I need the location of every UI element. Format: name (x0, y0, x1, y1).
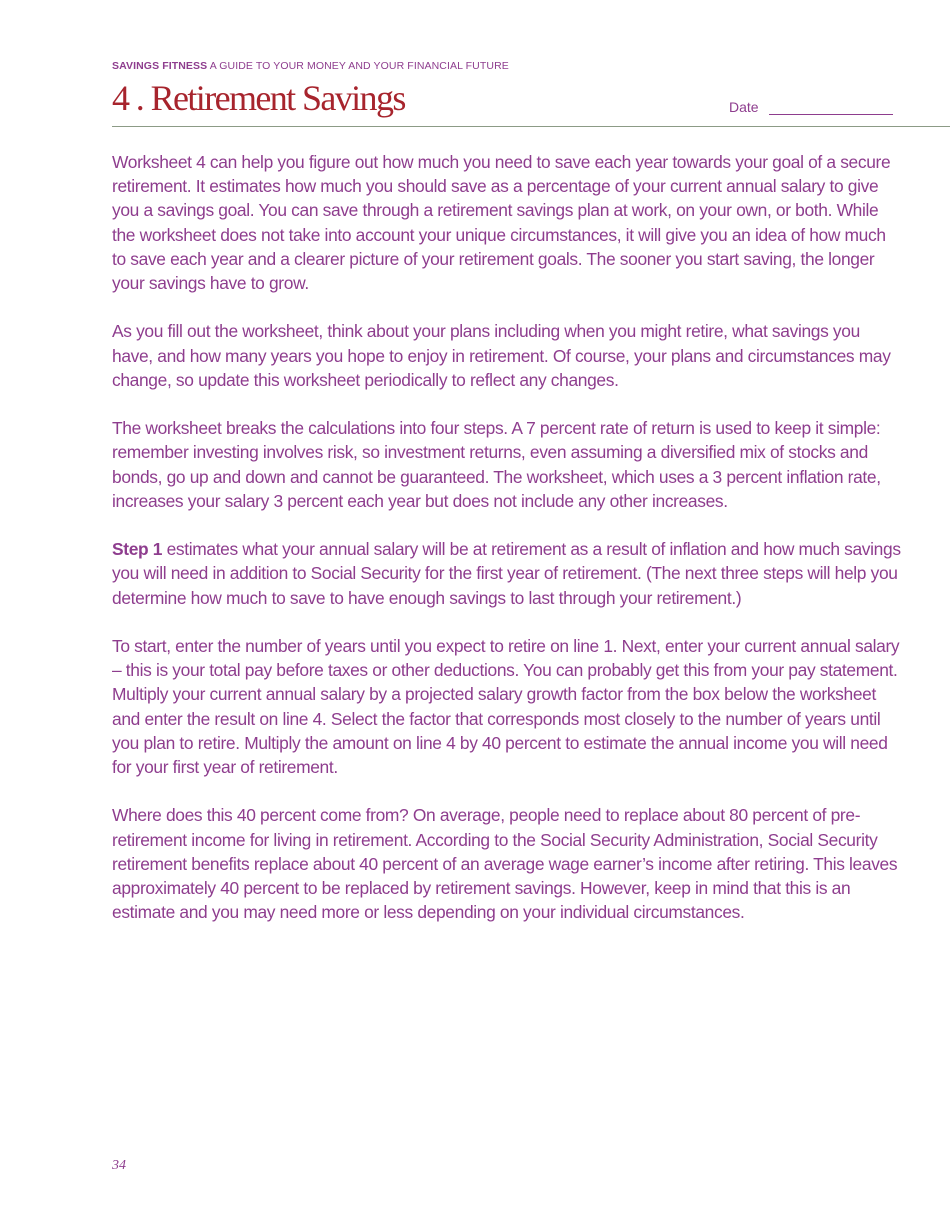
paragraph-planning: As you fill out the worksheet, think about your plans including when you might retire, what savings you have, and how many years you hope to enjoy in retirement. Of course, your plans and circumstances may change, so update this worksheet periodically to reflect any changes. (112, 321, 891, 390)
running-header (112, 60, 509, 72)
paragraph-forty-percent: Where does this 40 percent come from? On average, people need to replace about 80 percent of pre-retirement income for living in retirement. According to the Social Security Administration, Social Security retirement benefits replace about 40 percent of an average wage earner’s income after retiring. This leaves approximately 40 percent to be replaced by retirement savings. However, keep in mind that this is an estimate and you may need more or less depending on your individual circumstances. (112, 805, 898, 923)
body-text (112, 150, 902, 949)
paragraph-instructions: To start, enter the number of years until you expect to retire on line 1. Next, enter your current annual salary – this is your total pay before taxes or other deductions. You can probably get this from your pay statement. Multiply your current annual salary by a projected salary growth factor from the box below the worksheet and enter the result on line 4. Select the factor that corresponds most closely to the number of years until you plan to retire. Multiply the amount on line 4 by 40 percent to estimate the annual income you will need for your first year of retirement. (112, 636, 900, 778)
paragraph-calculation-steps: The worksheet breaks the calculations into four steps. A 7 percent rate of return is used to keep it simple: remember investing involves risk, so investment returns, even assuming a diversified mix of stocks and bonds, go up and down and cannot be guaranteed. The worksheet, which uses a 3 percent inflation rate, increases your salary 3 percent each year but does not include any other increases. (112, 418, 881, 511)
date-field-line (769, 114, 893, 115)
paragraph-intro: Worksheet 4 can help you figure out how much you need to save each year towards your goal of a secure retirement. It estimates how much you should save as a percentage of your current annual salary to give you a savings goal. You can save through a retirement savings plan at work, on your own, or both. While the worksheet does not take into account your unique circumstances, it will give you an idea of how much to save each year and a clearer picture of your retirement goals. The sooner you start saving, the longer your savings have to grow. (112, 152, 891, 294)
page-number: 34 (112, 1158, 126, 1173)
paragraph-step-1 (112, 537, 902, 610)
step-1-label: Step 1 (112, 539, 163, 560)
date-label: Date (729, 99, 759, 115)
page-title: 4 . Retirement Savings (112, 78, 405, 118)
title-divider (112, 126, 950, 127)
series-subtitle: A GUIDE TO YOUR MONEY AND YOUR FINANCIAL FUTURE (209, 60, 509, 72)
step-1-text: estimates what your annual salary will be at retirement as a result of inflation and how much savings you will need in addition to Social Security for the first year of retirement. (The next three steps will help you determine how much to save to have enough savings to last through your retirement.) (112, 539, 901, 608)
series-title: SAVINGS FITNESS (112, 60, 208, 72)
